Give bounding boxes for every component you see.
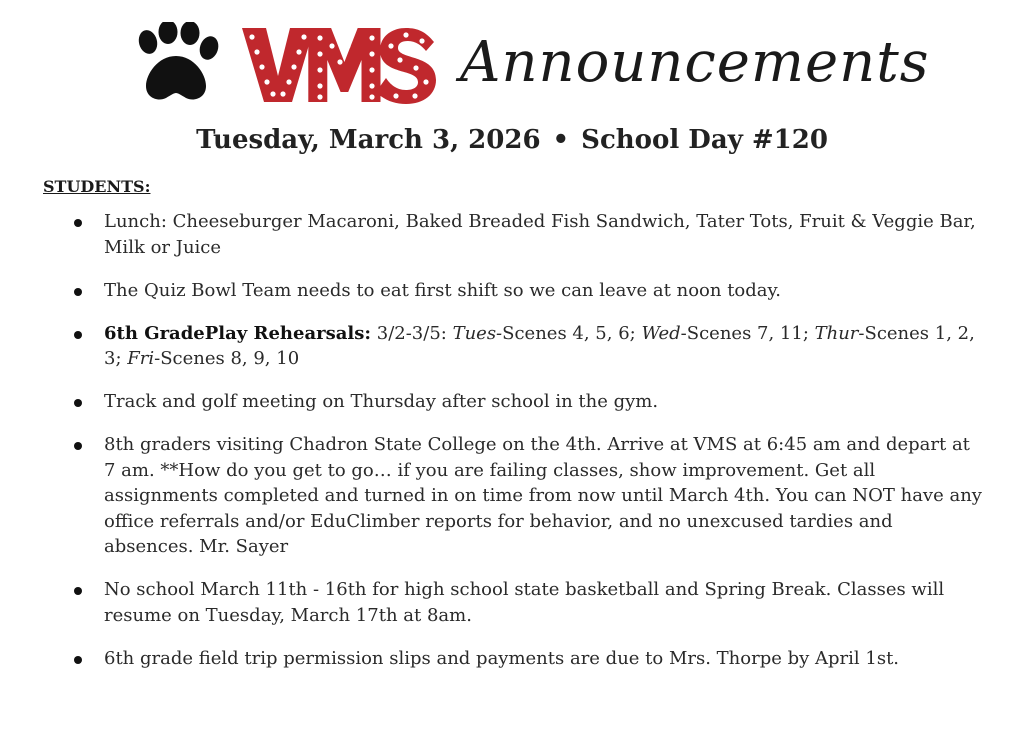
announcement-header (128, 22, 930, 108)
item-text: 8th graders visiting Chadron State College on the 4th. Arrive at VMS at 6:45 am and depart at 7 am. **How do you get to go… if you are failing classes, show improvement. Get all assignments completed and turned in on time from now until March 4th. You can NOT have any office referrals and/or EduClimber reports for behavior, and no unexcused tardies and absences. Mr. Sayer (104, 434, 982, 557)
list-item (0, 321, 1024, 372)
item-text: Track and golf meeting on Thursday after school in the gym. (104, 391, 659, 412)
item-day-label: Tues- (452, 322, 503, 344)
list-item (0, 209, 1024, 260)
item-scenes: -Scenes 7, 11; (680, 322, 815, 344)
date-text: Tuesday, March 3, 2026 (196, 125, 541, 155)
list-item (0, 646, 1024, 672)
item-text: The Quiz Bowl Team needs to eat first shift so we can leave at noon today. (104, 279, 782, 301)
item-date-range: 3/2-3/5: (371, 322, 453, 344)
bullet-icon (74, 288, 82, 296)
list-item (0, 278, 1024, 304)
list-item (0, 577, 1024, 628)
bullet-icon (74, 399, 82, 407)
bullet-icon (74, 219, 82, 227)
item-day-label: Fri (127, 348, 155, 369)
item-text: No school March 11th - 16th for high school state basketball and Spring Break. Classes will resume on Tuesday, March 17th at 8am. (104, 579, 945, 626)
students-heading: STUDENTS: (43, 177, 151, 196)
item-day-label: Wed (641, 322, 681, 344)
separator-dot: • (552, 125, 570, 155)
students-announcement-list (0, 209, 1024, 689)
list-item (0, 432, 1024, 560)
school-day-text: School Day #120 (581, 125, 828, 155)
date-line (0, 120, 1024, 160)
list-item (0, 389, 1024, 415)
header-title: Announcements (460, 30, 930, 95)
vms-logo (240, 26, 436, 104)
item-day-label: Thur (814, 322, 859, 344)
bullet-icon (74, 587, 82, 595)
item-scenes: -Scenes 8, 9, 10 (154, 348, 300, 369)
item-text: Lunch: Cheeseburger Macaroni, Baked Breaded Fish Sandwich, Tater Tots, Fruit & Veggie Bar, Milk or Juice (104, 211, 976, 258)
item-bold-label: 6th GradePlay Rehearsals: (104, 322, 372, 344)
bullet-icon (74, 442, 82, 450)
item-scenes: Scenes 4, 5, 6; (502, 322, 642, 344)
item-scenes: -Scenes 1, 2, 3; (104, 322, 975, 369)
item-text: 6th grade field trip permission slips and payments are due to Mrs. Thorpe by April 1st. (104, 647, 900, 669)
bullet-icon (74, 331, 82, 339)
paw-print-icon (128, 22, 224, 104)
bullet-icon (74, 656, 82, 664)
